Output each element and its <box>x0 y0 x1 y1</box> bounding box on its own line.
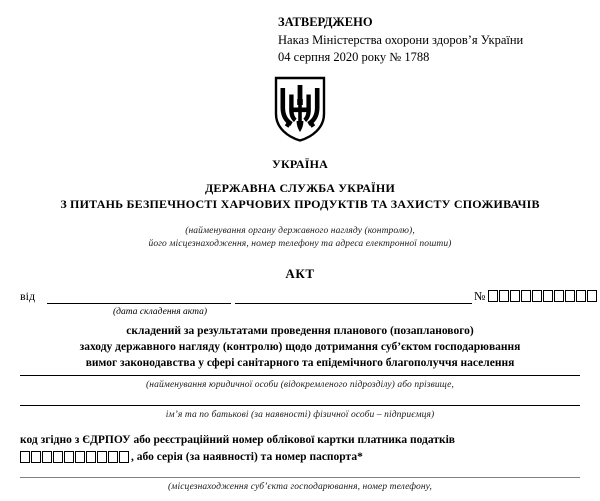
approval-order-line: Наказ Міністерства охорони здоров’я України <box>278 32 524 47</box>
act-number-box[interactable] <box>488 290 498 302</box>
address-field-rule[interactable] <box>20 477 580 478</box>
number-sign-label: № <box>474 289 486 303</box>
act-number-row <box>20 288 580 306</box>
country-title: УКРАЇНА <box>271 157 329 171</box>
act-subject-line1: складений за результатами проведення планового (позапланового) <box>126 325 474 337</box>
act-place-field[interactable] <box>235 303 472 304</box>
approval-block <box>278 14 523 67</box>
from-label: від <box>20 289 36 303</box>
organisation-caption <box>20 225 580 251</box>
legal-entity-field-rule[interactable] <box>20 375 580 376</box>
legal-entity-caption: (найменування юридичної особи (відокремленого підрозділу) або прізвище, <box>146 380 454 390</box>
edrpou-code-box[interactable] <box>42 451 52 463</box>
act-subject-line2: заходу державного нагляду (контролю) щодо дотримання суб’єктом господарювання <box>79 341 521 353</box>
act-number-box[interactable] <box>499 290 509 302</box>
act-date-field[interactable] <box>47 303 231 304</box>
act-number-box[interactable] <box>532 290 542 302</box>
edrpou-code-box[interactable] <box>108 451 118 463</box>
edrpou-line1: код згідно з ЄДРПОУ або реєстраційний номер облікової картки платника податків <box>20 434 456 446</box>
edrpou-code-box[interactable] <box>86 451 96 463</box>
edrpou-code-row <box>20 449 363 464</box>
agency-title-line1: ДЕРЖАВНА СЛУЖБА УКРАЇНИ <box>204 181 396 195</box>
organisation-caption-line2: його місцезнаходження, номер телефону та адреса електронної пошти) <box>148 239 452 249</box>
act-number-box[interactable] <box>576 290 586 302</box>
person-name-field-rule[interactable] <box>20 405 580 406</box>
act-number-box[interactable] <box>543 290 553 302</box>
edrpou-code-boxes[interactable] <box>20 451 129 463</box>
act-number-boxes[interactable] <box>488 290 597 302</box>
person-name-caption: ім’я та по батькові (за наявності) фізичної особи – підприємця) <box>165 410 435 420</box>
approval-title: ЗАТВЕРДЖЕНО <box>278 15 373 29</box>
edrpou-code-box[interactable] <box>97 451 107 463</box>
act-date-caption: (дата складення акта) <box>113 307 207 317</box>
approval-date-line: 04 серпня 2020 року № 1788 <box>278 50 430 64</box>
edrpou-passport-text: , або серія (за наявності) та номер паспорта* <box>131 450 363 463</box>
edrpou-code-box[interactable] <box>53 451 63 463</box>
ukraine-trident-coat-of-arms-icon <box>274 76 326 142</box>
act-number-box[interactable] <box>565 290 575 302</box>
edrpou-code-box[interactable] <box>20 451 30 463</box>
act-heading: АКТ <box>285 266 315 281</box>
organisation-caption-line1: (найменування органу державного нагляду (контролю), <box>185 226 415 236</box>
act-number-box[interactable] <box>510 290 520 302</box>
emblem-container <box>0 76 600 147</box>
edrpou-code-box[interactable] <box>64 451 74 463</box>
act-subject-paragraph <box>20 323 580 371</box>
address-caption: (місцезнаходження суб’єкта господарювання, номер телефону, <box>168 482 432 492</box>
act-number-box[interactable] <box>521 290 531 302</box>
edrpou-code-box[interactable] <box>119 451 129 463</box>
edrpou-code-box[interactable] <box>31 451 41 463</box>
act-subject-line3: вимог законодавства у сфері санітарного та епідемічного благополуччя населення <box>85 357 515 369</box>
act-number-box[interactable] <box>554 290 564 302</box>
edrpou-code-box[interactable] <box>75 451 85 463</box>
act-number-box[interactable] <box>587 290 597 302</box>
agency-title-line2: З ПИТАНЬ БЕЗПЕЧНОСТІ ХАРЧОВИХ ПРОДУКТІВ ТА ЗАХИСТУ СПОЖИВАЧІВ <box>60 197 540 211</box>
